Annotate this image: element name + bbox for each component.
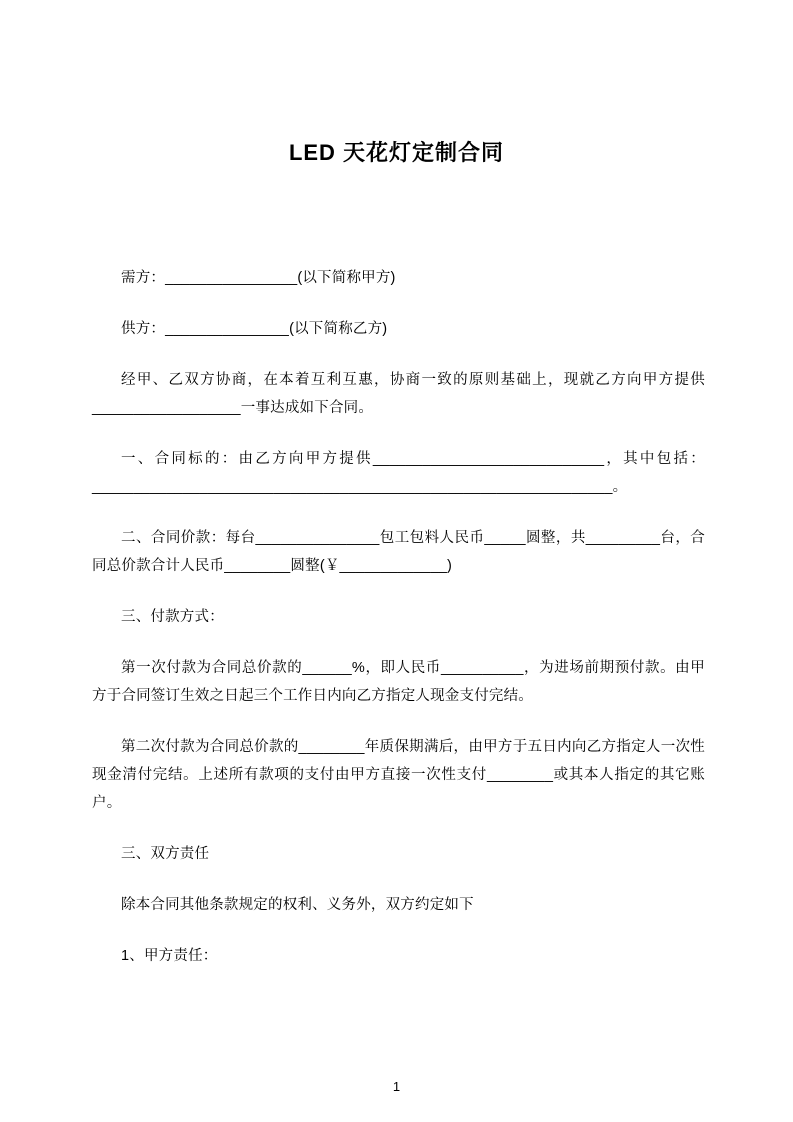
paragraph-payment-second: 第二次付款为合同总价款的________年质保期满后，由甲方于五日内向乙方指定人一次性现金清付完结。上述所有款项的支付由甲方直接一次性支付________或其本人指定的其它账户。 bbox=[92, 739, 705, 811]
paragraph-clause-2-price: 二、合同价款：每台_______________包工包料人民币_____圆整，共_________台，合同总价款合计人民币________圆整(￥_____________) bbox=[92, 530, 705, 574]
paragraph-clause-3-duties-header: 三、双方责任 bbox=[121, 846, 210, 862]
paragraph-duties-intro: 除本合同其他条款规定的权利、义务外，双方约定如下 bbox=[121, 897, 474, 913]
paragraph-preamble: 经甲、乙双方协商，在本着互利互惠，协商一致的原则基础上，现就乙方向甲方提供__________________一事达成如下合同。 bbox=[92, 372, 705, 416]
paragraph-payment-first: 第一次付款为合同总价款的______%，即人民币__________，为进场前期预付款。由甲方于合同签订生效之日起三个工作日内向乙方指定人现金支付完结。 bbox=[92, 660, 705, 704]
page-title: LED 天花灯定制合同 bbox=[288, 140, 505, 165]
paragraph-clause-1-subject: 一、合同标的：由乙方向甲方提供____________________________，其中包括：_______________________________________________________________。 bbox=[92, 451, 705, 495]
paragraph-buyer-line: 需方：________________(以下简称甲方) bbox=[121, 270, 396, 286]
page-number: 1 bbox=[392, 1079, 401, 1094]
paragraph-duties-party-a: 1、甲方责任： bbox=[121, 948, 218, 964]
paragraph-supplier-line: 供方：_______________(以下简称乙方) bbox=[121, 321, 388, 337]
paragraph-clause-3-payment-header: 三、付款方式： bbox=[121, 609, 224, 625]
document-body bbox=[0, 264, 793, 970]
